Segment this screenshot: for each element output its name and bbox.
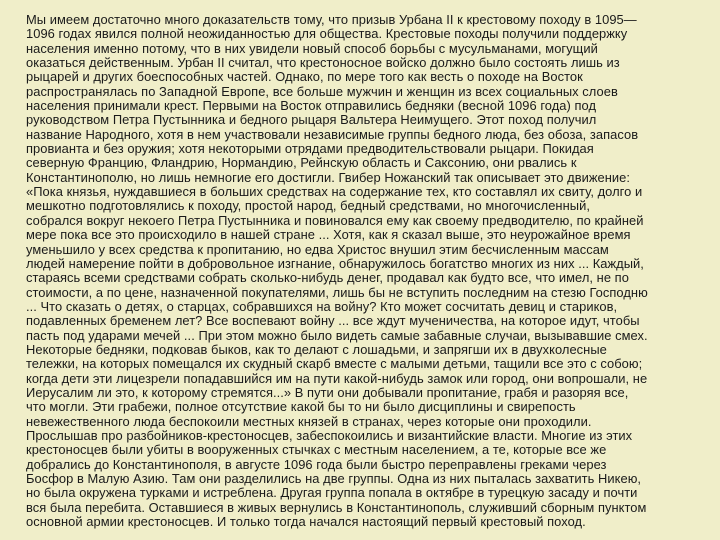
text-line: невежественного люда беспокоили местных князей в странах, через которые они проходили. [26, 413, 592, 429]
text-line: мешкотно подготовлялись к походу, простой народ, бедный средствами, но многочисленный, [26, 198, 590, 214]
text-line: подавленных бременем лет? Все воспевают войну ... все ждут мученичества, на которое идут, чтобы [26, 313, 640, 329]
text-line: людей намерение пойти в добровольное изгнание, обнаружилось богатство многих из них ... Каждый, [26, 255, 644, 271]
text-line: рыцарей и других боеспособных частей. Однако, по мере того как весть о походе на Восток [26, 69, 583, 85]
text-line: стоимости, а по цене, назначенной покупателями, лишь бы не вступить последним на стезю Господню [26, 284, 648, 300]
text-line: населения именно потому, что в них увидели новый способ борьбы с мусульманами, могущий [26, 40, 598, 56]
text-line: Некоторые бедняки, подковав быков, как то делают с лошадьми, и запрягши их в двухколесные [26, 341, 607, 357]
text-line: стараясь всеми средствами собрать сколько-нибудь денег, продавал как будто все, что имел, не по [26, 270, 629, 286]
text-line: вся была перебита. Оставшиеся в живых вернулись в Константинополь, служивший сборным пунктом [26, 499, 647, 515]
text-line: когда дети эти лицезрели попадавшийся им на пути какой-нибудь замок или город, они вопрошали, не [26, 370, 648, 386]
text-line: собрался вокруг некоего Петра Пустынника и повиновался ему как своему предводителю, по крайней [26, 212, 644, 228]
text-line: пасть под ударами мечей ... При этом можно было видеть самые забавные случаи, вызывавшие смех. [26, 327, 648, 343]
text-line: оказаться действенным. Урбан II считал, что крестоносное войско должно было состоять лишь из [26, 55, 620, 71]
text-line: добрались до Константинополя, в августе 1096 года были быстро переправлены греками через [26, 456, 607, 472]
text-line: мере пока все это происходило в нашей стране ... Хотя, как я сказал выше, это неурожайное время [26, 227, 631, 243]
text-line: провианта и без оружия; хотя некоторыми отрядами предводительствовали рыцари. Покидая [26, 141, 594, 157]
text-line: что могли. Эти грабежи, полное отсутствие какой бы то ни было дисциплины и свирепость [26, 399, 576, 415]
text-line: Константинополю, но лишь немногие его достигли. Гвибер Ножанский так описывает это движение: [26, 169, 631, 185]
text-line: но была окружена турками и истреблена. Другая группа попала в октябре в турецкую засаду и почти [26, 485, 638, 501]
text-line: «Пока князья, нуждавшиеся в больших средствах на содержание тех, кто составлял их свиту, долго и [26, 184, 643, 200]
text-line: название Народного, хотя в нем участвовали независимые группы бедного люда, без обоза, запасов [26, 126, 639, 142]
text-line: руководством Петра Пустынника и бедного рыцаря Вальтера Неимущего. Этот поход получил [26, 112, 597, 128]
text-line: Мы имеем достаточно много доказательств тому, что призыв Урбана II к крестовому походу в 1095— [26, 12, 637, 27]
text-line: Босфор в Малую Азию. Там они разделились на две группы. Одна из них пыталась захватить Никею, [26, 471, 642, 486]
text-line: Прослышав про разбойников-крестоносцев, забеспокоились и византийские власти. Многие из этих [26, 427, 633, 443]
text-line: основной армии крестоносцев. И только тогда начался настоящий первый крестовый поход. [26, 514, 586, 530]
body-text [26, 13, 702, 529]
text-line: крестоносцев были убиты в вооруженных стычках с местным населением, а те, которые все же [26, 442, 607, 458]
text-line: ... Что сказать о детях, о старцах, собравшихся на войну? Кто может сосчитать девиц и стариков, [26, 298, 618, 314]
text-line: тележки, на которых помещался их скудный скарб вместе с малыми детьми, тащили все это с собою; [26, 356, 643, 372]
text-line: распространялась по Западной Европе, все больше мужчин и женщин из всех социальных слоев [26, 83, 618, 99]
text-line: северную Францию, Фландрию, Нормандию, Рейнскую область и Саксонию, они рвались к [26, 155, 577, 171]
text-line: 1096 годах явился полной неожиданностью для общества. Крестовые походы получили поддержку [26, 26, 628, 42]
text-line: Иерусалим ли это, к которому стремятся...» В пути они добывали пропитание, грабя и разоряя все, [26, 384, 629, 400]
text-line: уменьшило у всех средства к пропитанию, но едва Христос внушил этим бесчисленным массам [26, 241, 609, 257]
text-line: населения принимали крест. Первыми на Восток отправились бедняки (весной 1096 года) под [26, 98, 597, 114]
